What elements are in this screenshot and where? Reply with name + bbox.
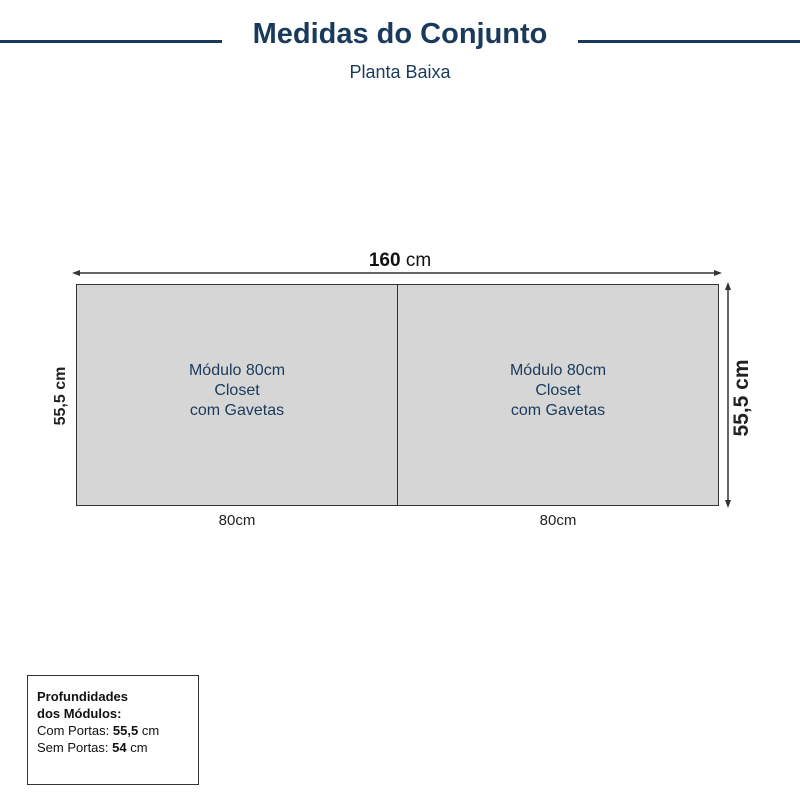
left-depth-label: 55,5 cm (52, 366, 69, 426)
note-sem-portas-value: 54 (112, 740, 127, 755)
note-com-portas (37, 722, 198, 739)
module-right (397, 284, 719, 506)
right-depth-label: 55,5 cm (730, 359, 753, 437)
note-title-line2: dos Módulos: (37, 706, 122, 721)
note-com-portas-unit: cm (141, 723, 160, 738)
note-title-line1: Profundidades (37, 689, 129, 704)
page-title: Medidas do Conjunto (252, 18, 548, 50)
total-width-value: 160 (368, 250, 401, 271)
module-left-label-line2: Closet (214, 382, 260, 399)
module-left-label-line1: Módulo 80cm (188, 362, 286, 379)
total-width-unit: cm (405, 250, 432, 271)
module-right-label-line2: Closet (535, 382, 581, 399)
module-right-label (398, 361, 718, 421)
note-sem-portas (37, 739, 198, 756)
module-left-label (77, 361, 397, 421)
note-sem-portas-unit: cm (130, 740, 148, 755)
page-subtitle: Planta Baixa (349, 62, 451, 82)
note-sem-portas-label: Sem Portas: (37, 740, 109, 755)
note-com-portas-label: Com Portas: (37, 723, 110, 738)
module-right-label-line1: Módulo 80cm (509, 362, 607, 379)
depth-note-box (27, 675, 199, 785)
module-right-width-label: 80cm (539, 512, 577, 529)
module-right-label-line3: com Gavetas (510, 402, 606, 419)
note-com-portas-value: 55,5 (112, 723, 139, 738)
module-left-label-line3: com Gavetas (189, 402, 285, 419)
module-left-width-label: 80cm (218, 512, 256, 529)
module-left (76, 284, 398, 506)
